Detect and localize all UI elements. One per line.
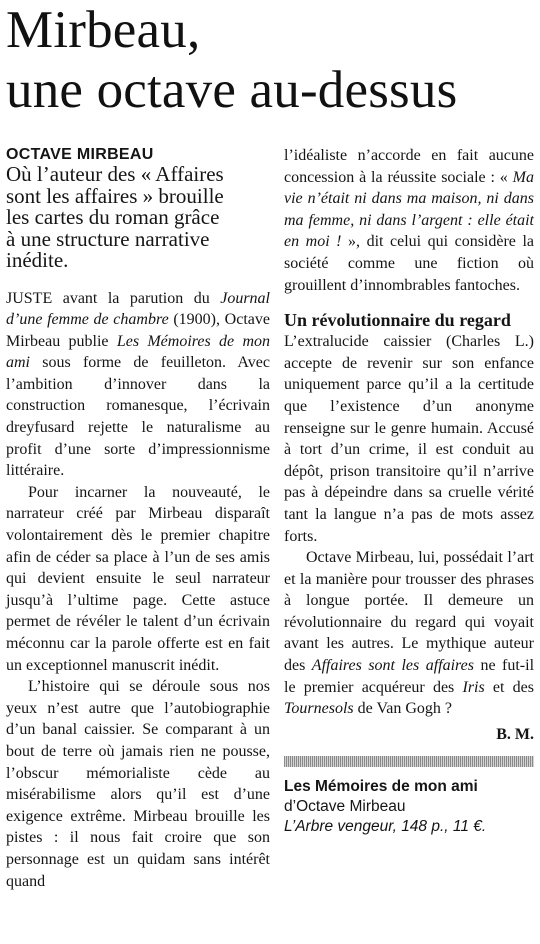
paragraph-4 [284, 145, 534, 296]
headline-line-1: Mirbeau, [6, 1, 201, 59]
right-column [284, 145, 534, 837]
left-column [6, 145, 270, 892]
p6-title-2: Iris [462, 678, 485, 696]
paragraph-6 [284, 547, 534, 720]
author-signature: B. M. [496, 725, 534, 743]
p4-text-b: », dit celui qui considère la société comme une fiction où grouillent d’innombrables fantoches. [284, 233, 534, 294]
book-info-box [284, 777, 534, 837]
subheading: Un révolutionnaire du regard [284, 310, 511, 331]
headline [6, 0, 536, 120]
p4-text-a: l’idéaliste n’accorde en fait aucune concession à la réussite sociale : « [284, 147, 534, 186]
article-body-right [284, 145, 534, 296]
article-body-right-2 [284, 331, 534, 720]
paragraph-2: Pour incarner la nouveauté, le narrateur créé par Mirbeau disparaît volontairement dès le premier chapitre afin de céder sa place à l’un de ses amis qui devient ensuite le seul narrateur jusqu’à l’ultime page. Cette astuce permet de révéler le talent d’un écrivain méconnu car la parole offerte est en fait un exceptionnel manuscrit inédit. [6, 483, 270, 674]
book-author: d’Octave Mirbeau [284, 797, 406, 815]
p1-book-title-2: Les Mémoires de mon ami [6, 332, 270, 372]
book-publisher: L’Arbre vengeur, 148 p., 11 €. [284, 817, 487, 835]
paragraph-3: L’histoire qui se déroule sous nos yeux n’est autre que l’autobiographie d’un banal caissier. Se comparant à un bout de terre où jamais rien ne pousse, l’obscur mémorialiste cède au misérabilisme alors qu’il est d’une exigence extrême. Mirbeau brouille les pistes : il nous fait croire que son personnage est un quidam sans intérêt quand [6, 678, 270, 890]
p6-text-a: Octave Mirbeau, lui, possédait l’art et la manière pour trousser des phrases à longue portée. Il demeure un révolutionnaire du regard qui voyait avant les autres. Le mythique auteur des [284, 549, 534, 675]
p1-book-title: Journal d’une femme de chambre [6, 289, 270, 329]
p6-text-d: de Van Gogh ? [353, 700, 453, 718]
p1-text-b: (1900), Octave Mirbeau publie [6, 311, 270, 350]
paragraph-5: L’extralucide caissier (Charles L.) accepte de revenir sur son enfance uniquement parce qu’il a la certitude que l’existence d’un anonyme renseigne sur le genre humain. Accusé à tort d’un crime, il est conduit au dépôt, prison transitoire qu’il n’arrive pas à dépeindre dans sa cruelle vérité tant la langue n’a pas de mots assez forts. [284, 333, 534, 545]
p4-quote: Ma vie n’était ni dans ma maison, ni dans ma femme, ni dans l’argent : elle était en moi ! [284, 168, 534, 251]
kicker: OCTAVE MIRBEAU [6, 146, 154, 163]
standfirst: Où l’auteur des « Affaires sont les affaires » brouille les cartes du roman grâce à une structure narrative inédite. [6, 162, 224, 272]
p6-title-1: Affaires sont les affaires [311, 657, 474, 675]
p6-text-b: ne fut-il le premier acquéreur des [284, 657, 535, 696]
hatched-divider [284, 756, 534, 767]
book-title: Les Mémoires de mon ami [284, 777, 478, 795]
p1-text-c: sous forme de feuilleton. Avec l’ambition d’innover dans la construction romanesque, l’écrivain dreyfusard rejette le naturalisme au profit d’une sorte d’impressionnisme littéraire. [6, 354, 270, 480]
paragraph-1 [6, 288, 270, 482]
article-body-left [6, 288, 270, 893]
headline-line-2: une octave au-dessus [6, 61, 458, 119]
p1-text-a: JUSTE avant la parution du [6, 289, 221, 307]
p6-title-3: Tournesols [284, 700, 354, 718]
p6-text-c: et des [484, 678, 535, 696]
